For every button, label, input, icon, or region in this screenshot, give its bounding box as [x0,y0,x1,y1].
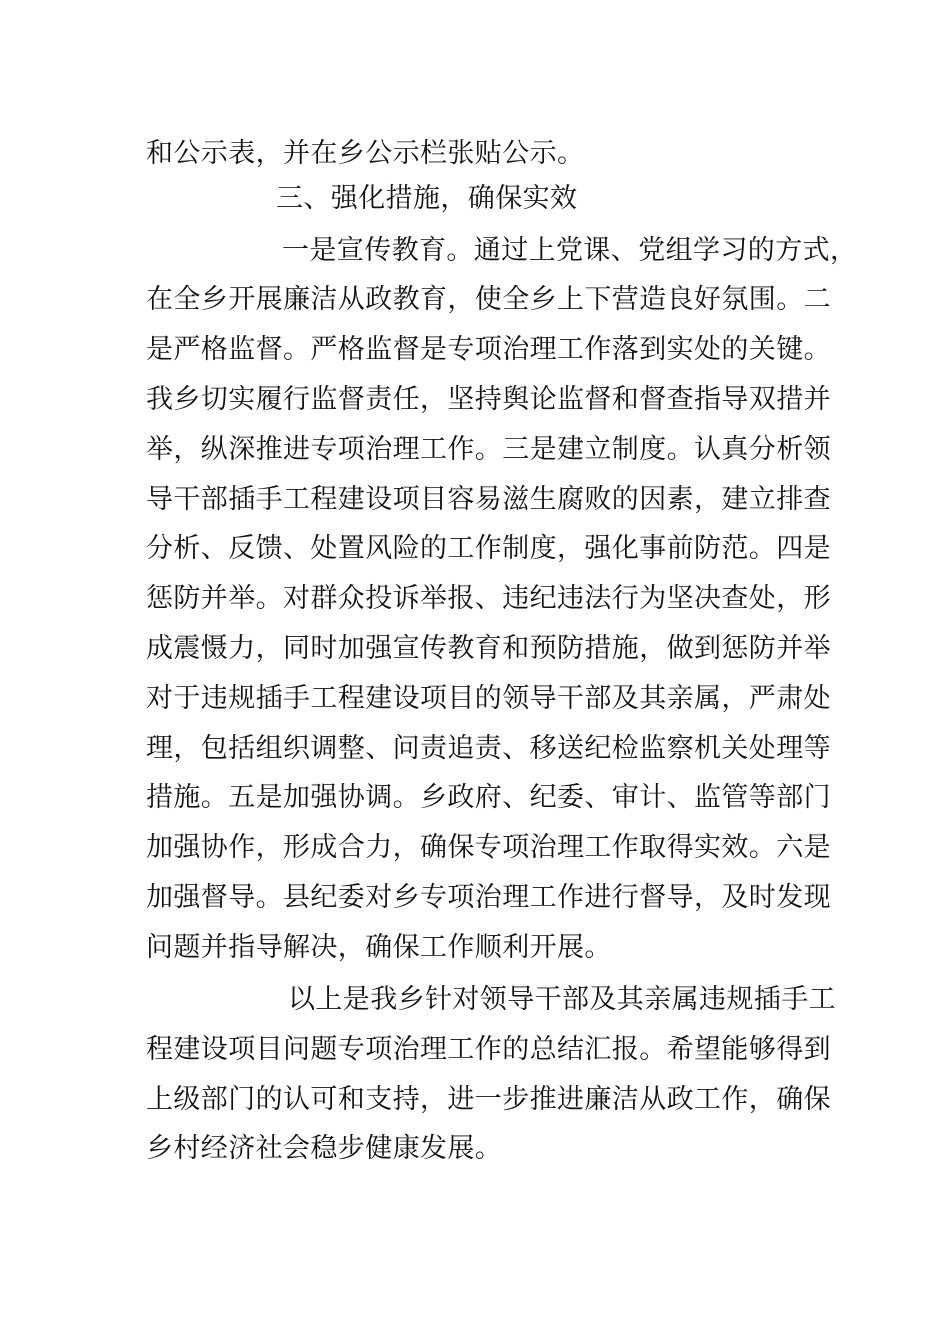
text-line: 乡村经济社会稳步健康发展。 [146,1133,503,1164]
text-line: 是严格监督。严格监督是专项治理工作落到实处的关键。 [146,334,831,365]
text-line: 上级部门的认可和支持，进一步推进廉洁从政工作，确保 [146,1084,831,1115]
text-line: 对于违规插手工程建设项目的领导干部及其亲属，严肃处 [146,683,831,714]
section-heading: 三、强化措施，确保实效 [276,183,578,214]
text-line: 导干部插手工程建设项目容易滋生腐败的因素，建立排查 [146,484,831,515]
text-line: 加强督导。县纪委对乡专项治理工作进行督导，及时发现 [146,882,831,913]
text-line: 成震慑力，同时加强宣传教育和预防措施，做到惩防并举 [146,633,831,664]
text-line: 在全乡开展廉洁从政教育，使全乡上下营造良好氛围。二 [146,284,831,315]
text-line: 理，包括组织调整、问责追责、移送纪检监察机关处理等 [146,733,831,764]
text-line: 举，纵深推进专项治理工作。三是建立制度。认真分析领 [146,434,831,465]
text-line: 分析、反馈、处置风险的工作制度，强化事前防范。四是 [146,533,831,564]
text-line: 措施。五是加强协调。乡政府、纪委、审计、监管等部门 [146,782,831,813]
text-line: 问题并指导解决，确保工作顺利开展。 [146,932,612,963]
text-line: 和公示表，并在乡公示栏张贴公示。 [146,138,585,169]
text-line: 我乡切实履行监督责任，坚持舆论监督和督查指导双措并 [146,384,831,415]
text-line: 加强协作，形成合力，确保专项治理工作取得实效。六是 [146,832,831,863]
text-line: 以上是我乡针对领导干部及其亲属违规插手工 [288,984,836,1015]
text-line: 惩防并举。对群众投诉举报、违纪违法行为坚决查处，形 [146,583,831,614]
text-line: 程建设项目问题专项治理工作的总结汇报。希望能够得到 [146,1034,831,1065]
text-line: 一是宣传教育。通过上党课、党组学习的方式， [282,235,858,266]
